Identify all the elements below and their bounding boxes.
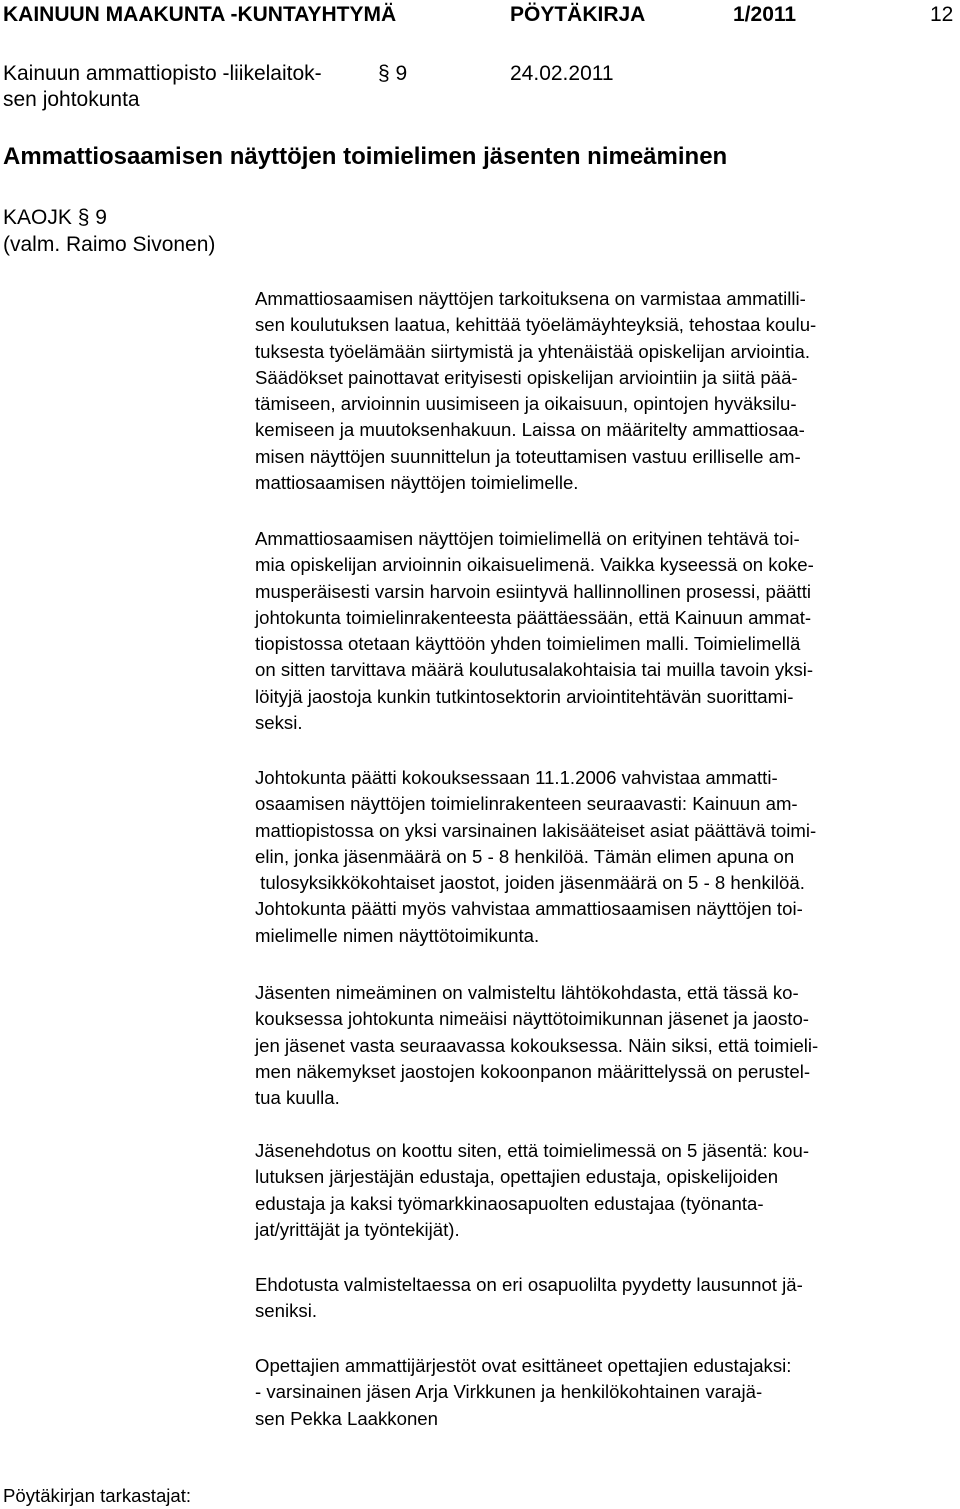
body-name-line-1: Kainuun ammattiopisto -liikelaitok- xyxy=(3,62,322,85)
text-line: Jäsenten nimeäminen on valmisteltu lähtökohdasta, että tässä ko- xyxy=(255,982,799,1003)
body-name-line-2: sen johtokunta xyxy=(3,88,140,111)
meeting-date: 24.02.2011 xyxy=(510,62,614,85)
text-line: Jäsenehdotus on koottu siten, että toimielimessä on 5 jäsentä: kou- xyxy=(255,1140,810,1161)
text-line: johtokunta toimielinrakenteesta päättäessään, että Kainuun ammat- xyxy=(255,606,812,628)
paragraph xyxy=(255,286,955,496)
document-type: PÖYTÄKIRJA xyxy=(510,3,646,26)
text-line: men näkemykset jaostojen kokoonpanon määrittelyssä on perustel- xyxy=(255,1060,811,1082)
paragraph xyxy=(255,526,955,736)
text-line: tämiseen, arvioinnin uusimiseen ja oikaisuun, opintojen hyväksilu- xyxy=(255,393,797,415)
text-line: elin, jonka jäsenmäärä on 5 - 8 henkilöä. Tämän elimen apuna on xyxy=(255,845,795,867)
text-line: mielimelle nimen näyttötoimikunta. xyxy=(255,924,540,946)
paragraph xyxy=(255,765,955,949)
text-line: seksi. xyxy=(255,712,303,734)
page-title: Ammattiosaamisen näyttöjen toimielimen jäsenten nimeäminen xyxy=(3,143,728,170)
text-line: osaamisen näyttöjen toimielinrakenteen seuraavasti: Kainuun am- xyxy=(255,793,798,815)
text-line: löityjä jaostoja kunkin tutkintosektorin arviointitehtävän suorittami- xyxy=(255,685,794,707)
text-line: Säädökset painottavat erityisesti opiskelijan arviointiin ja siitä pää- xyxy=(255,366,798,388)
text-line: kemiseen ja muutoksenhakuun. Laissa on määritelty ammattiosaa- xyxy=(255,419,805,441)
text-line: Ehdotusta valmisteltaessa on eri osapuolilta pyydetty lausunnot jä- xyxy=(255,1274,803,1295)
minutes-checkers-label: Pöytäkirjan tarkastajat: xyxy=(3,1485,192,1506)
paragraph xyxy=(255,1272,955,1325)
text-line: jat/yrittäjät ja työntekijät). xyxy=(255,1218,460,1240)
text-line: Ammattiosaamisen näyttöjen toimielimellä on erityinen tehtävä toi- xyxy=(255,528,800,549)
paragraph xyxy=(255,1138,955,1243)
section-number: § 9 xyxy=(378,62,408,85)
text-line: musperäisesti varsin harvoin esiintyvä hallinnollinen prosessi, päätti xyxy=(255,580,812,602)
text-line: mattiopistossa on yksi varsinainen lakisääteiset asiat päättävä toimi- xyxy=(255,819,817,841)
text-line: sen koulutuksen laatua, kehittää työelämäyhteyksiä, tehostaa koulu- xyxy=(255,314,817,336)
text-line: mia opiskelijan arvioinnin oikaisuelimenä. Vaikka kyseessä on koke- xyxy=(255,554,814,576)
text-line: tua kuulla. xyxy=(255,1087,340,1109)
reference-line: KAOJK § 9 xyxy=(3,206,107,229)
text-line: tulosyksikkökohtaiset jaostot, joiden jäsenmäärä on 5 - 8 henkilöä. xyxy=(255,872,805,894)
text-line: tuksesta työelämään siirtymistä ja yhtenäistää opiskelijan arviointia. xyxy=(255,340,810,362)
text-line: seniksi. xyxy=(255,1300,318,1322)
text-line: mattiosaamisen näyttöjen toimielimelle. xyxy=(255,472,579,494)
text-line: on sitten tarvittava määrä koulutusalakohtaisia tai muilla tavoin yksi- xyxy=(255,659,814,681)
text-line: Johtokunta päätti kokouksessaan 11.1.2006 vahvistaa ammatti- xyxy=(255,767,778,788)
text-line: Ammattiosaamisen näyttöjen tarkoituksena on varmistaa ammatilli- xyxy=(255,288,806,309)
paragraph xyxy=(255,980,955,1111)
page-number: 12 xyxy=(930,3,954,26)
preparer-line: (valm. Raimo Sivonen) xyxy=(3,233,216,256)
paragraph xyxy=(255,1353,955,1432)
organization-name: KAINUUN MAAKUNTA -KUNTAYHTYMÄ xyxy=(3,3,397,26)
text-line: kouksessa johtokunta nimeäisi näyttötoimikunnan jäsenet ja jaosto- xyxy=(255,1008,809,1030)
text-line: misen näyttöjen suunnittelun ja toteuttamisen vastuu erilliselle am- xyxy=(255,445,801,467)
text-line: sen Pekka Laakkonen xyxy=(255,1407,438,1429)
text-line: lutuksen järjestäjän edustaja, opettajien edustaja, opiskelijoiden xyxy=(255,1166,779,1188)
text-line: Opettajien ammattijärjestöt ovat esittäneet opettajien edustajaksi: xyxy=(255,1355,792,1376)
text-line: edustaja ja kaksi työmarkkinaosapuolten edustajaa (työnanta- xyxy=(255,1192,764,1214)
text-line: - varsinainen jäsen Arja Virkkunen ja henkilökohtainen varajä- xyxy=(255,1381,763,1403)
text-line: tiopistossa otetaan käyttöön yhden toimielimen malli. Toimielimellä xyxy=(255,633,801,655)
text-line: jen jäsenet vasta seuraavassa kokouksessa. Näin siksi, että toimieli- xyxy=(255,1034,819,1056)
document-number: 1/2011 xyxy=(733,3,797,26)
text-line: Johtokunta päätti myös vahvistaa ammattiosaamisen näyttöjen toi- xyxy=(255,898,803,920)
